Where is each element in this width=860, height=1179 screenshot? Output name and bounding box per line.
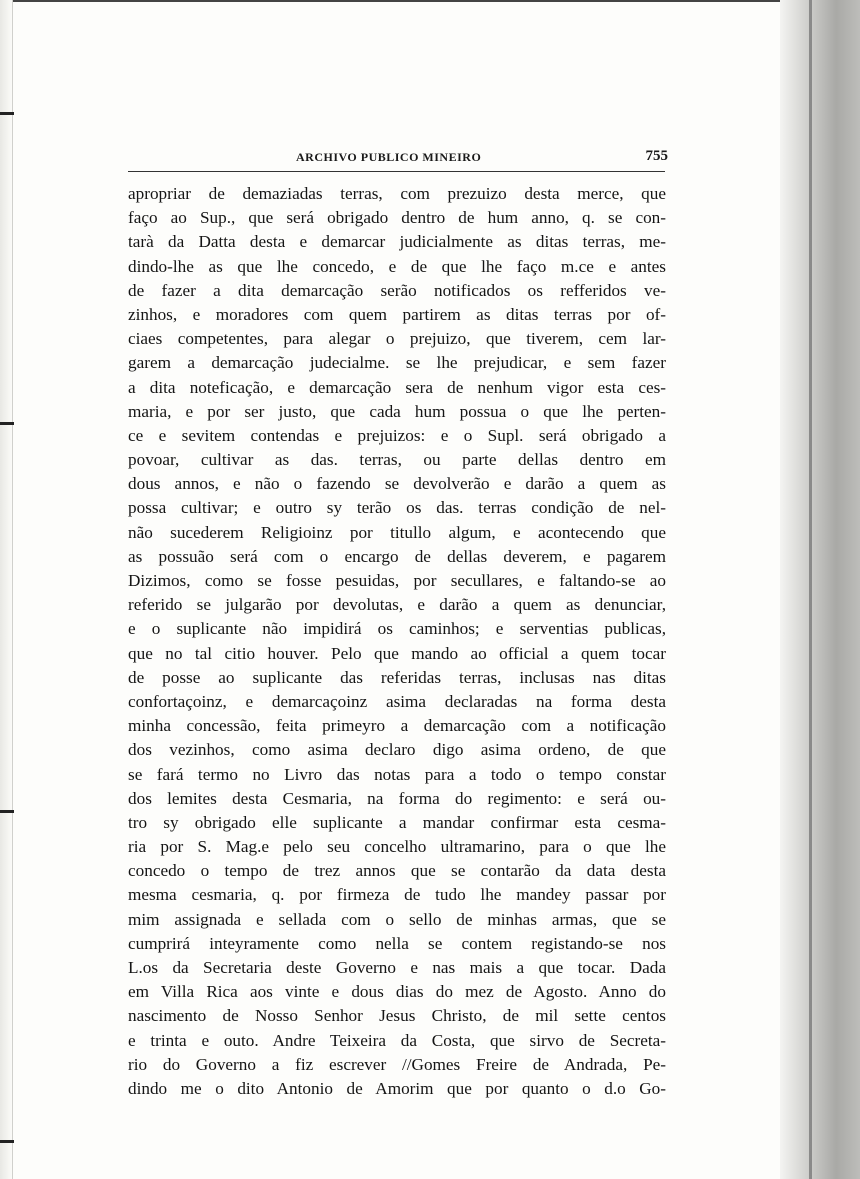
text-line: de posse ao suplicante das referidas terras, inclusas nas ditas <box>128 667 666 687</box>
text-line: Dizimos, como se fosse pesuidas, por secullares, e faltando-se ao <box>128 571 666 590</box>
body-text <box>128 182 666 1101</box>
text-line: tarà da Datta desta e demarcar judicialmente as ditas terras, me- <box>128 232 666 252</box>
text-line: apropriar de demaziadas terras, com prezuizo desta merce, que <box>128 184 666 203</box>
text-line: possa cultivar; e outro sy terão os das. terras condição de nel- <box>128 498 666 518</box>
text-line: confortaçoinz, e demarcaçoinz asima declaradas na forma desta <box>128 691 666 711</box>
text-line: faço ao Sup., que será obrigado dentro de hum anno, q. se con- <box>128 208 666 228</box>
text-line: zinhos, e moradores com quem partirem as ditas terras por of- <box>128 304 666 324</box>
text-line: concedo o tempo de trez annos que se contarão da data desta <box>128 861 666 881</box>
text-line: povoar, cultivar as das. terras, ou parte dellas dentro em <box>128 450 666 470</box>
text-line: a dita noteficação, e demarcação sera de nenhum vigor esta ces- <box>128 377 666 397</box>
page-edge-shadow <box>780 0 860 1179</box>
running-title: ARCHIVO PUBLICO MINEIRO <box>296 150 482 164</box>
text-line: e o suplicante não impidirá os caminhos; e serventias publicas, <box>128 619 666 639</box>
text-line: L.os da Secretaria deste Governo e nas mais a que tocar. Dada <box>128 958 666 977</box>
text-line: não sucederem Religioinz por titullo algum, e acontecendo que <box>128 522 666 542</box>
text-line: rio do Governo a fiz escrever //Gomes Freire de Andrada, Pe- <box>128 1054 666 1074</box>
page-header <box>128 146 668 172</box>
text-line: maria, e por ser justo, que cada hum possua o que lhe perten- <box>128 401 666 421</box>
page-edge-line <box>809 0 812 1179</box>
text-line: dos vezinhos, como asima declaro digo asima ordeno, de que <box>128 740 666 760</box>
top-edge-line <box>10 0 790 2</box>
page-number: 755 <box>645 148 668 164</box>
text-line: ria por S. Mag.e pelo seu concelho ultramarino, para o que lhe <box>128 837 666 857</box>
text-line: de fazer a dita demarcação serão notificados os refferidos ve- <box>128 280 666 300</box>
text-line: em Villa Rica aos vinte e dous dias do mez de Agosto. Anno do <box>128 982 666 1002</box>
text-line: mim assignada e sellada com o sello de minhas armas, que se <box>128 909 666 929</box>
text-line: dindo me o dito Antonio de Amorim que por quanto o d.o Go- <box>128 1078 666 1098</box>
binding-mark <box>0 1140 14 1143</box>
text-line: mesma cesmaria, q. por firmeza de tudo lhe mandey passar por <box>128 885 666 905</box>
text-line: que no tal citio houver. Pelo que mando ao official a quem tocar <box>128 643 666 663</box>
text-line: nascimento de Nosso Senhor Jesus Christo, de mil sette centos <box>128 1006 666 1026</box>
binding-mark <box>0 810 14 813</box>
text-line: as possuão será com o encargo de dellas deverem, e pagarem <box>128 546 666 566</box>
text-line: minha concessão, feita primeyro a demarcação com a notificação <box>128 716 666 736</box>
text-line: cumprirá inteyramente como nella se contem registando-se nos <box>128 933 666 953</box>
text-line: tro sy obrigado elle suplicante a mandar confirmar esta cesma- <box>128 812 666 832</box>
binding-edge <box>0 0 13 1179</box>
text-line: e trinta e outo. Andre Teixeira da Costa, que sirvo de Secreta- <box>128 1030 666 1050</box>
binding-mark <box>0 112 14 115</box>
text-line: dos lemites desta Cesmaria, na forma do regimento: e será ou- <box>128 788 666 808</box>
text-line: garem a demarcação judecialme. se lhe prejudicar, e sem fazer <box>128 353 666 373</box>
text-line: dous annos, e não o fazendo se devolverão e darão a quem as <box>128 474 666 494</box>
text-line: referido se julgarão por devolutas, e darão a quem as denunciar, <box>128 595 666 615</box>
text-line: ciaes competentes, para alegar o prejuizo, que tiverem, cem lar- <box>128 329 666 349</box>
header-rule <box>128 171 665 172</box>
binding-mark <box>0 422 14 425</box>
text-line: se fará termo no Livro das notas para a todo o tempo constar <box>128 764 666 784</box>
text-line: ce e sevitem contendas e prejuizos: e o Supl. será obrigado a <box>128 425 666 445</box>
text-line: dindo-lhe as que lhe concedo, e de que lhe faço m.ce e antes <box>128 256 666 276</box>
